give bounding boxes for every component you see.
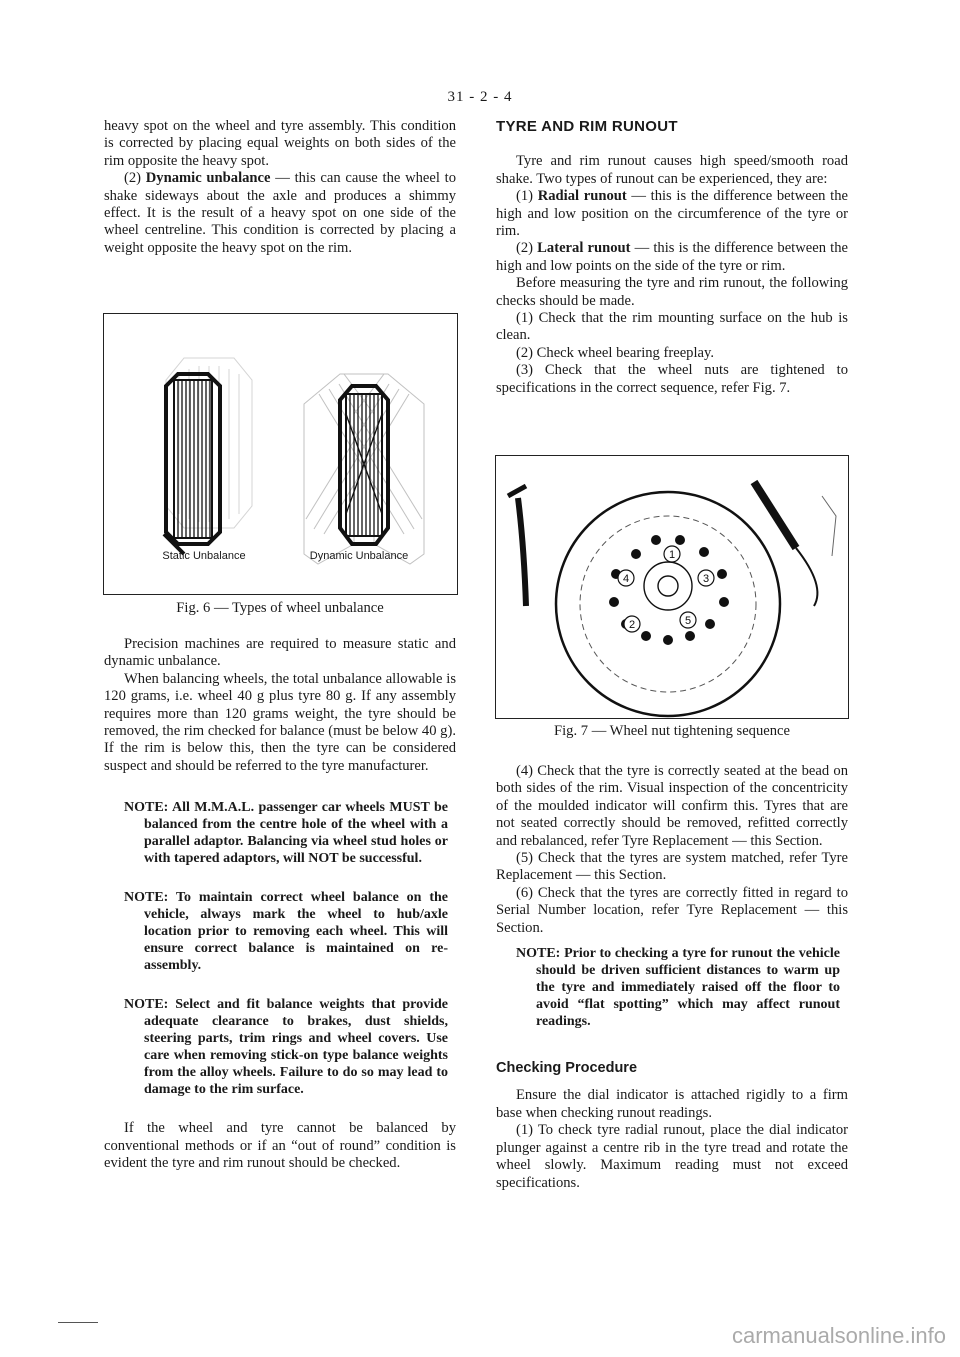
figure-6-box (103, 313, 458, 595)
check-1: (1) Check that the rim mounting surface on the hub is clean. (496, 310, 848, 344)
before-measuring-paragraph: Before measuring the tyre and rim runout, the following checks should be made. (496, 275, 848, 309)
section-heading: TYRE AND RIM RUNOUT (496, 118, 678, 135)
dynamic-unbalance-term: Dynamic unbalance (145, 170, 271, 187)
footer-rule (58, 1322, 98, 1323)
lateral-runout-paragraph: (2) Lateral runout — this is the difference between the high and low points on the side of the tyre or rim. (496, 240, 848, 274)
wheel-outer-rim (556, 492, 780, 716)
nut-label-4: 4 (622, 573, 630, 585)
check-3: (3) Check that the wheel nuts are tightened to specifications in the correct sequence, refer Fig. 7. (496, 362, 848, 396)
left-column-lower (104, 636, 456, 1172)
check-2: (2) Check wheel bearing freeplay. (516, 344, 714, 361)
dynamic-unbalance-label: Dynamic Unbalance (309, 550, 409, 562)
radial-check-paragraph: (1) To check tyre radial runout, place the dial indicator plunger against a centre rib in the tyre tread and rotate the wheel slowly. Maximum reading must not exceed specifications. (496, 1122, 848, 1191)
precision-paragraph: Precision machines are required to measure static and dynamic unbalance. (104, 636, 456, 670)
figure-7-caption: Fig. 7 — Wheel nut tightening sequence (553, 723, 791, 739)
final-paragraph: If the wheel and tyre cannot be balanced by conventional methods or if an “out of round” condition is evident the tyre and rim runout should be checked. (104, 1120, 456, 1172)
static-unbalance-wheel (164, 374, 220, 554)
check-4: (4) Check that the tyre is correctly seated at the bead on both sides of the rim. Visual inspection of the concentricity of the moulded indicator will confirm this. Tyres that are not seated correctly should be removed, refitted correctly and rebalanced, refer Tyre Replacement — this Section. (496, 763, 848, 849)
figure-6-caption: Fig. 6 — Types of wheel unbalance (176, 600, 384, 616)
static-unbalance-label: Static Unbalance (162, 550, 246, 562)
note-centre-hole: NOTE: All M.M.A.L. passenger car wheels MUST be balanced from the centre hole of the wheel with a parallel adaptor. Balancing via wheel stud holes or with tapered adaptors, will NOT be successful. (124, 800, 448, 867)
static-unbalance-wheel-ghost (166, 358, 252, 528)
watermark: carmanualsonline.info (731, 1323, 946, 1348)
page-number: 31 - 2 - 4 (447, 89, 513, 105)
nut-label-2: 2 (628, 619, 636, 631)
tyre-left-edge (518, 498, 526, 606)
wheel-nut-sequence-illustration (496, 456, 848, 718)
right-column-lower (496, 763, 848, 1192)
radial-runout-term: Radial runout (537, 188, 627, 205)
left-column (104, 118, 456, 257)
dynamic-unbalance-paragraph: (2) Dynamic unbalance — this can cause the wheel to shake sideways about the axle and produces a shimmy effect. It is the result of a heavy spot on one side of the wheel centreline. This condition is corrected by placing a weight opposite the heavy spot on the rim. (104, 170, 457, 256)
radial-runout-paragraph: (1) Radial runout — this is the difference between the high and low position on the circumference of the tyre or rim. (496, 188, 848, 240)
balancing-paragraph: When balancing wheels, the total unbalance allowable is 120 grams, i.e. wheel 40 g plus tyre 80 g. If any assembly requires more than 120 grams weight, the tyre should be removed, the rim checked for balance (must be below 40 g). If the rim is below this, then the tyre can be considered suspect and should be referred to the tyre manufacturer. (104, 670, 456, 774)
nut-label-1: 1 (668, 549, 676, 561)
checking-procedure-heading: Checking Procedure (496, 1060, 638, 1077)
right-column (496, 118, 848, 397)
intro-paragraph: heavy spot on the wheel and tyre assembly. This condition is corrected by placing equal weights on both sides of the rim opposite the heavy spot. (104, 118, 456, 169)
note-mark-wheel: NOTE: To maintain correct wheel balance on the vehicle, always mark the wheel to hub/axle location prior to removing each wheel. This will ensure correct balance is maintained on re-assembly. (124, 890, 448, 974)
figure-7-box (495, 455, 849, 719)
nut-label-3: 3 (702, 573, 710, 585)
nut-label-5: 5 (684, 615, 692, 627)
check-6: (6) Check that the tyres are correctly fitted in regard to Serial Number location, refer Tyre Replacement — this Section. (496, 884, 848, 936)
note-runout-warmup: NOTE: Prior to checking a tyre for runout the vehicle should be driven sufficient distances to warm up the tyre and immediately raised off the floor to avoid “flat spotting” which may affect runout readings. (516, 946, 840, 1030)
dynamic-unbalance-wheel (340, 386, 388, 544)
note-balance-weights: NOTE: Select and fit balance weights that provide adequate clearance to brakes, dust shields, steering parts, trim rings and wheel covers. Use care when removing stick-on type balance weights from the alloy wheels. Failure to do so may lead to damage to the rim surface. (124, 997, 448, 1098)
check-5: (5) Check that the tyres are system matched, refer Tyre Replacement — this Section. (496, 850, 848, 884)
runout-intro-paragraph: Tyre and rim runout causes high speed/smooth road shake. Two types of runout can be experienced, they are: (496, 153, 848, 187)
lateral-runout-term: Lateral runout (537, 240, 631, 257)
ensure-paragraph: Ensure the dial indicator is attached rigidly to a firm base when checking runout readings. (496, 1087, 848, 1121)
tyre-right-edge (754, 482, 796, 548)
